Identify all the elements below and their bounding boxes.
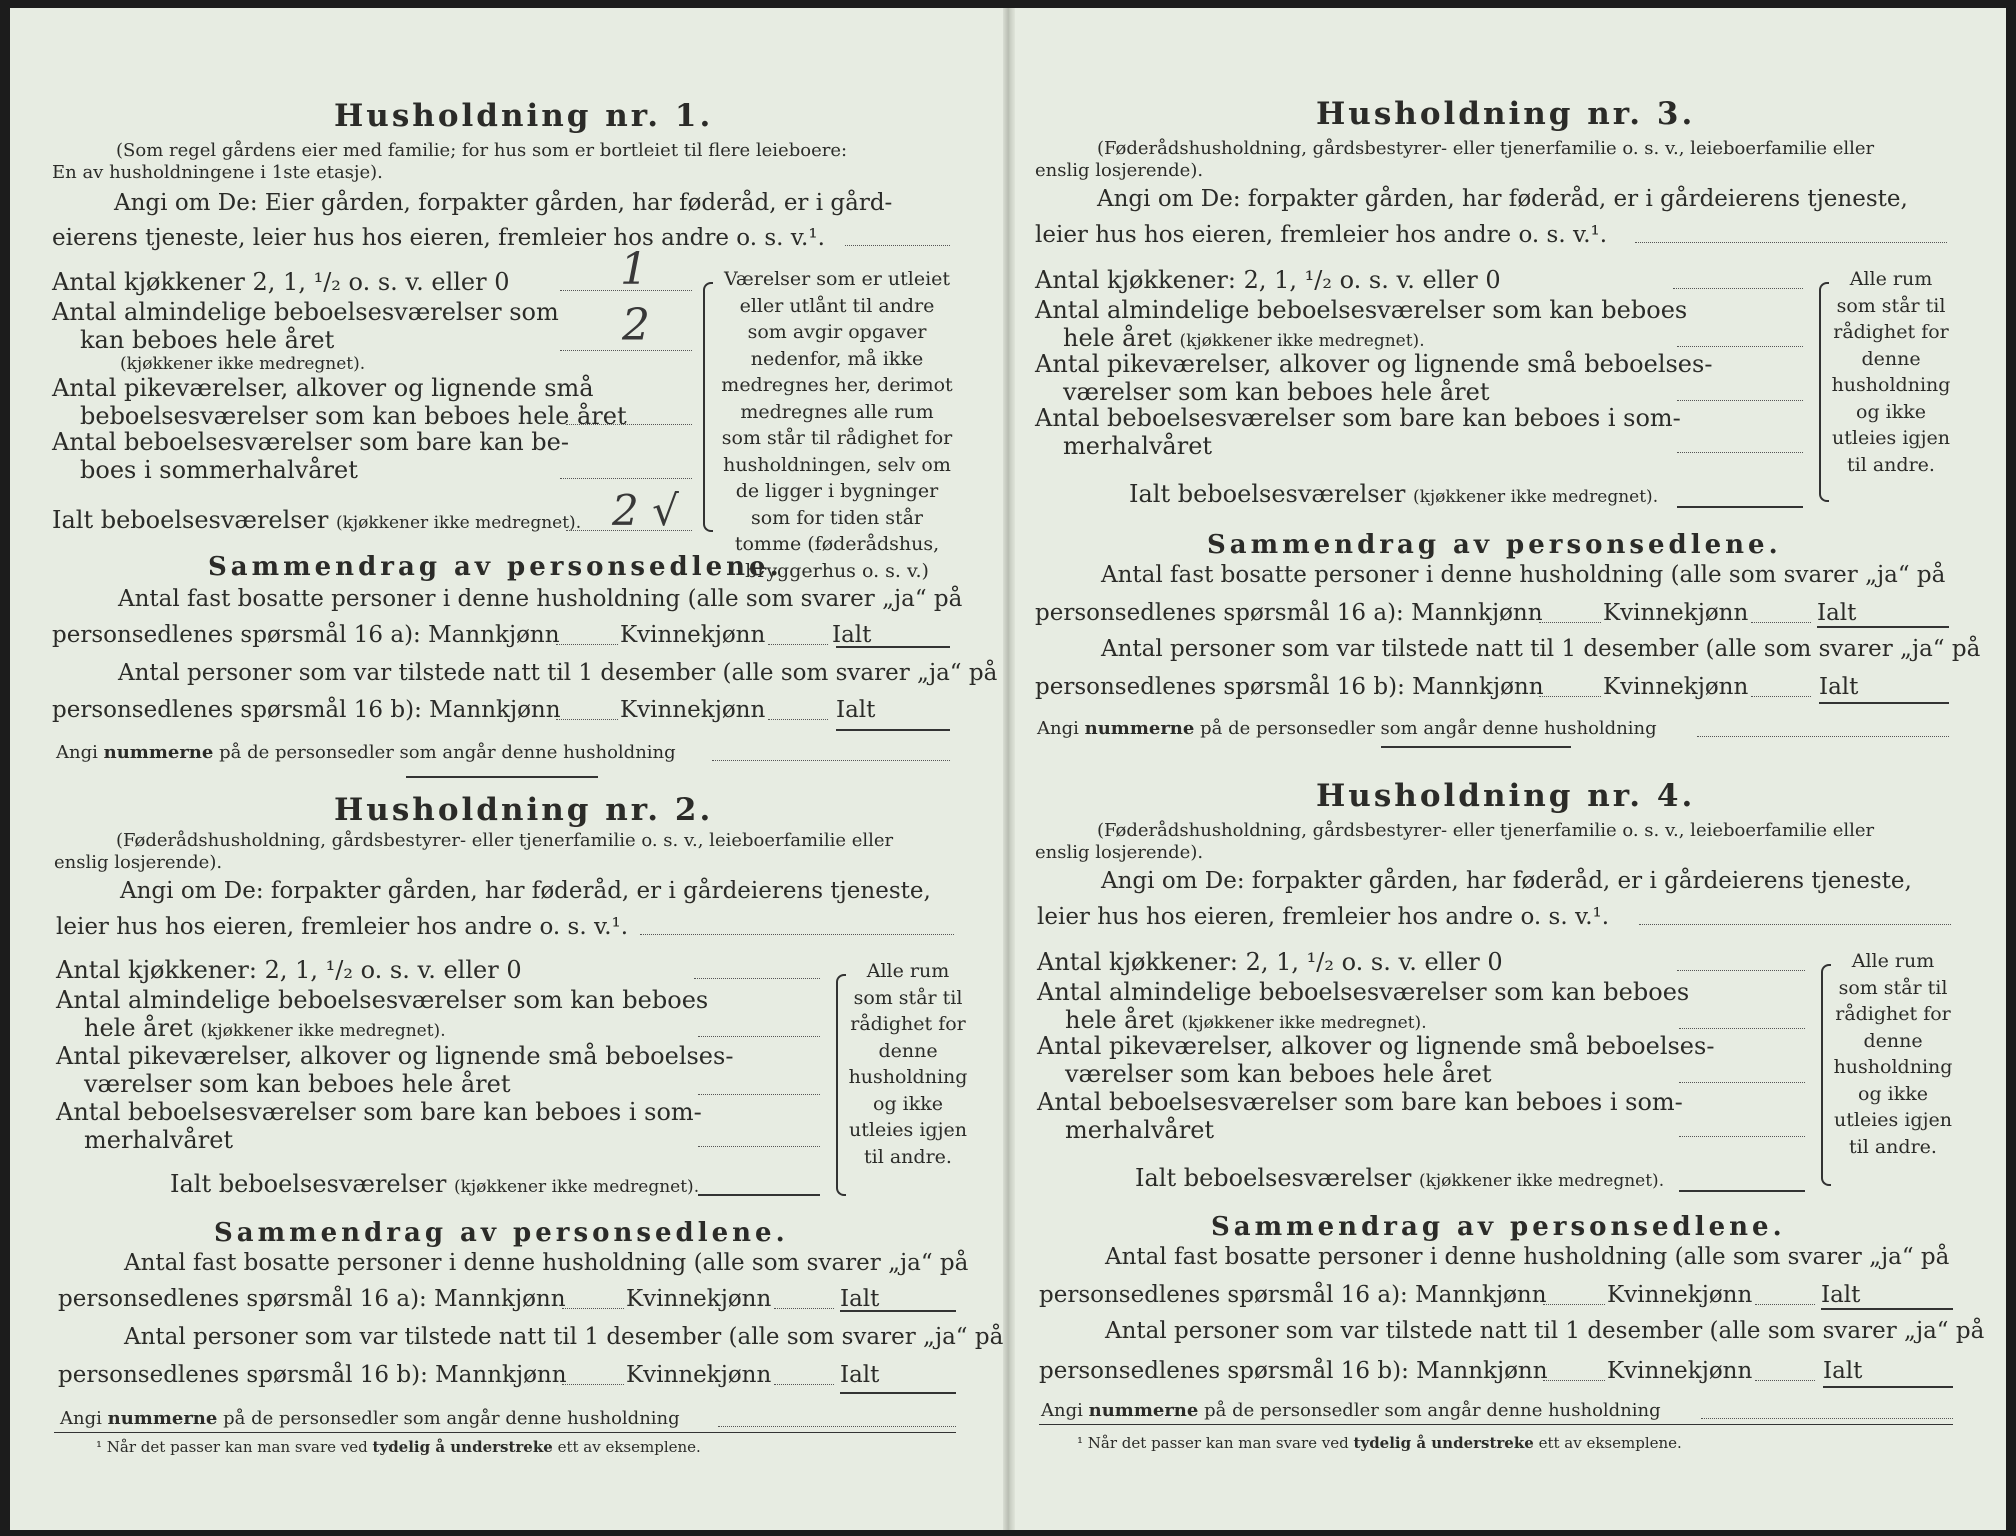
h2-summer-label-2: merhalvåret xyxy=(84,1126,234,1154)
h2-numbers-field[interactable] xyxy=(718,1426,956,1427)
h1-fast-female-field[interactable] xyxy=(768,644,828,645)
h3-fast-male-field[interactable] xyxy=(1539,622,1601,623)
h3-angi-answer-line[interactable] xyxy=(1635,242,1947,243)
h2-fast-line-2: personsedlenes spørsmål 16 a): Mannkjønn xyxy=(58,1286,566,1312)
h3-divider xyxy=(1381,746,1571,748)
h3-present-female-label: Kvinnekjønn xyxy=(1603,674,1749,700)
h2-intro-line-1: (Føderådshusholdning, gårdsbestyrer- eller tjenerfamilie o. s. v., leieboerfamilie eller xyxy=(116,830,894,851)
h2-summer-field[interactable] xyxy=(698,1146,820,1147)
h1-intro-line-1: (Som regel gårdens eier med familie; for hus som er bortleiet til flere leieboere: xyxy=(116,140,848,161)
h3-numbers-label: Angi nummerne på de personsedler som angår denne husholdning xyxy=(1037,718,1657,739)
h2-rooms-label-2: hele året (kjøkkener ikke medregnet). xyxy=(84,1014,446,1042)
h1-note: Værelser som er utleiet eller utlånt til andre som avgir opgaver nedenfor, må ikke medregnes her, derimot medregnes alle rum som står til rådighet for husholdningen, selv om de ligger i bygninger som for tiden står tomme (føderådshus, bryggerhus o. s. v.) xyxy=(721,268,953,582)
h4-maid-field[interactable] xyxy=(1679,1082,1805,1083)
h1-present-line-1: Antal personer som var tilstede natt til 1 desember (alle som svarer „ja“ på xyxy=(118,660,998,686)
h1-kitchens-value: 1 xyxy=(620,244,648,295)
h3-title: Husholdning nr. 3. xyxy=(1316,96,1696,132)
h1-summary-title: Sammendrag av personsedlene. xyxy=(208,552,783,582)
h2-fast-male-field[interactable] xyxy=(562,1308,624,1309)
h4-kitchens-field[interactable] xyxy=(1677,970,1805,971)
h3-fast-total-field[interactable] xyxy=(1817,626,1949,628)
h2-angi-line-1: Angi om De: forpakter gården, har føderåd, er i gårdeierens tjeneste, xyxy=(120,878,931,904)
h1-title: Husholdning nr. 1. xyxy=(334,98,714,134)
h3-note-brace xyxy=(1819,282,1829,502)
h3-intro-line-1: (Føderådshusholdning, gårdsbestyrer- eller tjenerfamilie o. s. v., leieboerfamilie eller xyxy=(1097,138,1875,159)
h3-rooms-field[interactable] xyxy=(1677,346,1803,347)
left-footnote-rule xyxy=(54,1432,956,1433)
h1-intro-line-2: En av husholdningene i 1ste etasje). xyxy=(52,162,383,183)
h1-fast-total-field[interactable] xyxy=(836,646,950,648)
h1-kitchens-label: Antal kjøkkener 2, 1, ¹/₂ o. s. v. eller 0 xyxy=(52,268,510,296)
left-footnote: ¹ Når det passer kan man svare ved tydelig å understreke ett av eksemplene. xyxy=(96,1438,701,1456)
h4-present-line-1: Antal personer som var tilstede natt til 1 desember (alle som svarer „ja“ på xyxy=(1105,1318,1985,1344)
h4-fast-female-label: Kvinnekjønn xyxy=(1607,1282,1753,1308)
h1-summer-label-1: Antal beboelsesværelser som bare kan be- xyxy=(52,428,569,456)
h4-present-total-field[interactable] xyxy=(1823,1386,1953,1388)
h2-angi-line-2: leier hus hos eieren, fremleier hos andre o. s. v.¹. xyxy=(56,914,629,940)
h4-intro-line-1: (Føderådshusholdning, gårdsbestyrer- eller tjenerfamilie o. s. v., leieboerfamilie eller xyxy=(1097,820,1875,841)
h2-note-brace xyxy=(836,974,846,1196)
right-page xyxy=(1013,0,2016,1536)
h2-rooms-label-1: Antal almindelige beboelsesværelser som kan beboes xyxy=(56,986,709,1014)
h2-fast-female-label: Kvinnekjønn xyxy=(626,1286,772,1312)
h4-fast-female-field[interactable] xyxy=(1755,1304,1815,1305)
h3-kitchens-field[interactable] xyxy=(1673,288,1803,289)
h4-fast-line-1: Antal fast bosatte personer i denne husholdning (alle som svarer „ja“ på xyxy=(1105,1244,1950,1270)
h1-angi-line-2: eierens tjeneste, leier hus hos eieren, fremleier hos andre o. s. v.¹. xyxy=(52,225,825,251)
h4-total-field[interactable] xyxy=(1679,1190,1805,1192)
h3-summer-label-2: merhalvåret xyxy=(1063,432,1213,460)
h4-title: Husholdning nr. 4. xyxy=(1316,778,1696,814)
h1-present-female-field[interactable] xyxy=(768,719,828,720)
h4-angi-line-2: leier hus hos eieren, fremleier hos andre o. s. v.¹. xyxy=(1037,904,1610,930)
h3-present-total-label: Ialt xyxy=(1819,674,1859,700)
h1-angi-line-1: Angi om De: Eier gården, forpakter gården, har føderåd, er i gård- xyxy=(114,190,893,216)
h4-summer-field[interactable] xyxy=(1679,1136,1805,1137)
h4-summer-label-1: Antal beboelsesværelser som bare kan beboes i som- xyxy=(1037,1088,1683,1116)
h2-present-total-field[interactable] xyxy=(840,1392,956,1394)
h1-present-male-field[interactable] xyxy=(556,719,618,720)
h2-kitchens-label: Antal kjøkkener: 2, 1, ¹/₂ o. s. v. eller 0 xyxy=(56,956,522,984)
h3-summer-field[interactable] xyxy=(1677,452,1803,453)
h1-total-value: 2 √ xyxy=(612,486,679,535)
h4-numbers-label: Angi nummerne på de personsedler som angår denne husholdning xyxy=(1041,1400,1661,1421)
h2-fast-female-field[interactable] xyxy=(774,1308,834,1309)
h4-present-total-label: Ialt xyxy=(1823,1358,1863,1384)
h1-maid-label-2: beboelsesværelser som kan beboes hele året xyxy=(80,402,627,430)
h3-fast-line-2: personsedlenes spørsmål 16 a): Mannkjønn xyxy=(1035,600,1543,626)
h3-angi-line-1: Angi om De: forpakter gården, har føderåd, er i gårdeierens tjeneste, xyxy=(1097,186,1908,212)
h4-maid-label-1: Antal pikeværelser, alkover og lignende små beboelses- xyxy=(1037,1032,1715,1060)
h2-fast-total-label: Ialt xyxy=(840,1286,880,1312)
h4-intro-line-2: enslig losjerende). xyxy=(1035,842,1204,863)
h2-present-line-1: Antal personer som var tilstede natt til 1 desember (alle som svarer „ja“ på xyxy=(124,1324,1004,1350)
h2-angi-answer-line[interactable] xyxy=(640,934,954,935)
h4-angi-answer-line[interactable] xyxy=(1639,924,1951,925)
h1-note-brace xyxy=(703,282,713,532)
h2-maid-field[interactable] xyxy=(698,1094,820,1095)
h3-maid-label-2: værelser som kan beboes hele året xyxy=(1063,378,1490,406)
h4-present-female-label: Kvinnekjønn xyxy=(1607,1358,1753,1384)
h4-note-brace xyxy=(1821,964,1831,1186)
h2-present-total-label: Ialt xyxy=(840,1362,880,1388)
h2-summary-title: Sammendrag av personsedlene. xyxy=(214,1218,789,1248)
h4-kitchens-label: Antal kjøkkener: 2, 1, ¹/₂ o. s. v. eller 0 xyxy=(1037,948,1503,976)
h1-fast-line-1: Antal fast bosatte personer i denne husholdning (alle som svarer „ja“ på xyxy=(118,586,963,612)
h3-maid-field[interactable] xyxy=(1677,400,1803,401)
h3-summary-title: Sammendrag av personsedlene. xyxy=(1207,530,1782,560)
h1-rooms-label-2: kan beboes hele året xyxy=(80,326,335,354)
h2-fast-total-field[interactable] xyxy=(840,1310,956,1312)
h2-title: Husholdning nr. 2. xyxy=(334,792,714,828)
h2-present-female-label: Kvinnekjønn xyxy=(626,1362,772,1388)
h1-present-line-2: personsedlenes spørsmål 16 b): Mannkjønn xyxy=(52,697,561,723)
h3-fast-line-1: Antal fast bosatte personer i denne husholdning (alle som svarer „ja“ på xyxy=(1101,562,1946,588)
h1-divider xyxy=(406,776,598,778)
h3-present-line-2: personsedlenes spørsmål 16 b): Mannkjønn xyxy=(1035,674,1544,700)
h3-total-label: Ialt beboelsesværelser (kjøkkener ikke medregnet). xyxy=(1129,480,1659,508)
h3-maid-label-1: Antal pikeværelser, alkover og lignende små beboelses- xyxy=(1035,350,1713,378)
h1-present-female-label: Kvinnekjønn xyxy=(620,697,766,723)
h4-present-male-field[interactable] xyxy=(1543,1380,1605,1381)
h3-rooms-label-2: hele året (kjøkkener ikke medregnet). xyxy=(1063,324,1425,352)
h2-present-female-field[interactable] xyxy=(774,1384,834,1385)
h4-fast-line-2: personsedlenes spørsmål 16 a): Mannkjønn xyxy=(1039,1282,1547,1308)
h2-fast-line-1: Antal fast bosatte personer i denne husholdning (alle som svarer „ja“ på xyxy=(124,1250,969,1276)
h4-numbers-field[interactable] xyxy=(1701,1418,1953,1419)
h1-maid-label-1: Antal pikeværelser, alkover og lignende små xyxy=(52,374,594,402)
h1-rooms-label-1: Antal almindelige beboelsesværelser som xyxy=(52,298,559,326)
h4-rooms-field[interactable] xyxy=(1679,1028,1805,1029)
h2-rooms-field[interactable] xyxy=(698,1036,820,1037)
h4-present-line-2: personsedlenes spørsmål 16 b): Mannkjønn xyxy=(1039,1358,1548,1384)
h2-total-label: Ialt beboelsesværelser (kjøkkener ikke medregnet). xyxy=(170,1170,700,1198)
right-footnote: ¹ Når det passer kan man svare ved tydelig å understreke ett av eksemplene. xyxy=(1077,1434,1682,1452)
h4-total-label: Ialt beboelsesværelser (kjøkkener ikke medregnet). xyxy=(1135,1164,1665,1192)
h1-angi-answer-line[interactable] xyxy=(845,245,950,246)
h1-fast-female-label: Kvinnekjønn xyxy=(620,622,766,648)
h2-kitchens-field[interactable] xyxy=(694,978,820,979)
h2-note: Alle rum som står til rådighet for denne husholdning og ikke utleies igjen til andre. xyxy=(848,960,968,1168)
h2-summer-label-1: Antal beboelsesværelser som bare kan beboes i som- xyxy=(56,1098,702,1126)
h3-intro-line-2: enslig losjerende). xyxy=(1035,160,1204,181)
left-page xyxy=(0,0,1005,1536)
h3-fast-female-label: Kvinnekjønn xyxy=(1603,600,1749,626)
h2-present-line-2: personsedlenes spørsmål 16 b): Mannkjønn xyxy=(58,1362,567,1388)
h4-note: Alle rum som står til rådighet for denne husholdning og ikke utleies igjen til andre. xyxy=(1833,950,1953,1158)
h3-present-male-field[interactable] xyxy=(1539,696,1601,697)
h2-numbers-label: Angi nummerne på de personsedler som angår denne husholdning xyxy=(60,1408,680,1429)
h1-total-label: Ialt beboelsesværelser (kjøkkener ikke medregnet). xyxy=(52,506,582,534)
h4-summary-title: Sammendrag av personsedlene. xyxy=(1211,1212,1786,1242)
h3-fast-female-field[interactable] xyxy=(1751,622,1811,623)
h2-intro-line-2: enslig losjerende). xyxy=(54,852,223,873)
h1-fast-male-field[interactable] xyxy=(556,644,618,645)
h3-present-line-1: Antal personer som var tilstede natt til 1 desember (alle som svarer „ja“ på xyxy=(1101,636,1981,662)
h1-fast-line-2: personsedlenes spørsmål 16 a): Mannkjønn xyxy=(52,622,560,648)
h2-present-male-field[interactable] xyxy=(562,1384,624,1385)
h4-rooms-label-2: hele året (kjøkkener ikke medregnet). xyxy=(1065,1006,1427,1034)
h1-present-total-label: Ialt xyxy=(836,697,876,723)
h2-maid-label-2: værelser som kan beboes hele året xyxy=(84,1070,511,1098)
h3-present-total-field[interactable] xyxy=(1819,702,1949,704)
h4-rooms-label-1: Antal almindelige beboelsesværelser som kan beboes xyxy=(1037,978,1690,1006)
h3-angi-line-2: leier hus hos eieren, fremleier hos andre o. s. v.¹. xyxy=(1035,222,1608,248)
h3-summer-label-1: Antal beboelsesværelser som bare kan beboes i som- xyxy=(1035,404,1681,432)
h3-fast-total-label: Ialt xyxy=(1817,600,1857,626)
h1-numbers-label: Angi nummerne på de personsedler som angår denne husholdning xyxy=(56,742,676,763)
h1-present-total-field[interactable] xyxy=(836,729,950,731)
h4-summer-label-2: merhalvåret xyxy=(1065,1116,1215,1144)
h3-rooms-label-1: Antal almindelige beboelsesværelser som kan beboes xyxy=(1035,296,1688,324)
h3-present-female-field[interactable] xyxy=(1751,696,1811,697)
h4-fast-total-label: Ialt xyxy=(1821,1282,1861,1308)
right-footnote-rule xyxy=(1039,1424,1953,1425)
h3-kitchens-label: Antal kjøkkener: 2, 1, ¹/₂ o. s. v. eller 0 xyxy=(1035,266,1501,294)
h3-numbers-field[interactable] xyxy=(1697,736,1949,737)
h1-rooms-sub: (kjøkkener ikke medregnet). xyxy=(120,354,366,374)
h1-maid-field[interactable] xyxy=(566,424,692,425)
h1-fast-total-label: Ialt xyxy=(832,622,872,648)
h1-summer-field[interactable] xyxy=(560,478,692,479)
h2-total-field[interactable] xyxy=(698,1194,820,1196)
h2-maid-label-1: Antal pikeværelser, alkover og lignende små beboelses- xyxy=(56,1042,734,1070)
h1-rooms-value: 2 xyxy=(622,300,650,351)
h1-numbers-field[interactable] xyxy=(712,760,950,761)
h3-total-field[interactable] xyxy=(1677,506,1803,508)
h4-fast-male-field[interactable] xyxy=(1543,1304,1605,1305)
h4-present-female-field[interactable] xyxy=(1755,1380,1815,1381)
h1-summer-label-2: boes i sommerhalvåret xyxy=(80,456,358,484)
h4-angi-line-1: Angi om De: forpakter gården, har føderåd, er i gårdeierens tjeneste, xyxy=(1101,868,1912,894)
h4-fast-total-field[interactable] xyxy=(1821,1308,1953,1310)
h4-maid-label-2: værelser som kan beboes hele året xyxy=(1065,1060,1492,1088)
h3-note: Alle rum som står til rådighet for denne husholdning og ikke utleies igjen til andre. xyxy=(1831,268,1951,476)
